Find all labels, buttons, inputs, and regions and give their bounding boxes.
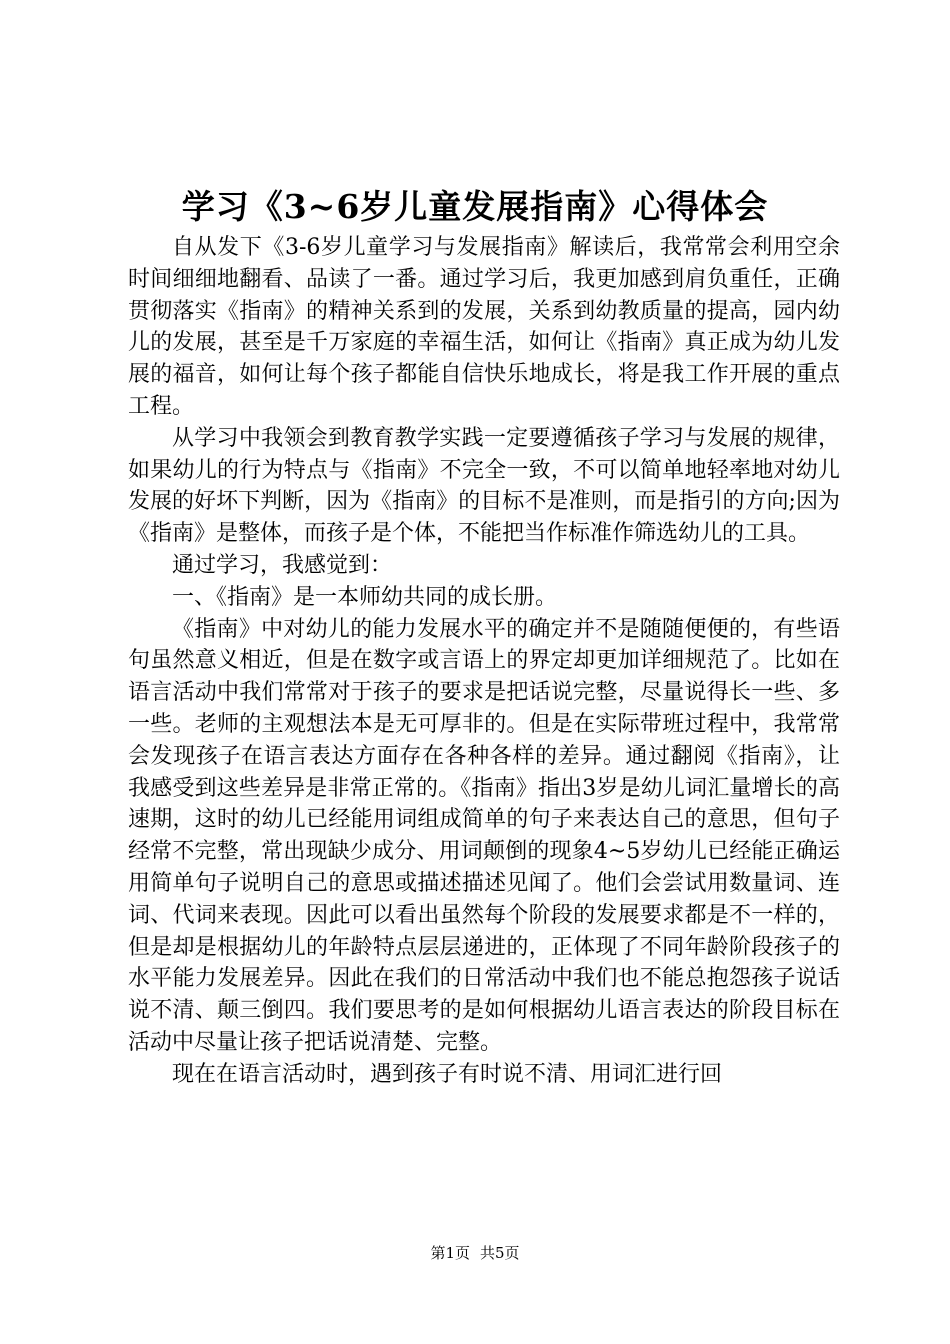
document-body (128, 232, 840, 1091)
section-heading-1: 一、《指南》是一本师幼共同的成长册。 (172, 584, 558, 610)
paragraph-feeling: 通过学习，我感觉到： (172, 552, 393, 578)
paragraph-intro: 自从发下《3-6岁儿童学习与发展指南》解读后，我常常会利用空余时间细细地翻看、品读了一番。通过学习后，我更加感到肩负重任，正确贯彻落实《指南》的精神关系到的发展，关系到幼教质量的提高，园内幼儿的发展，甚至是千万家庭的幸福生活，如何让《指南》真正成为幼儿发展的福音，如何让每个孩子都能自信快乐地成长，将是我工作开展的重点工程。 (128, 235, 840, 419)
page-number-current: 第1页 (430, 1244, 470, 1262)
paragraph-language-activity: 现在在语言活动时，遇到孩子有时说不清、用词汇进行回 (172, 1061, 723, 1087)
paragraph-learning-rules: 从学习中我领会到教育教学实践一定要遵循孩子学习与发展的规律，如果幼儿的行为特点与《指南》不完全一致，不可以简单地轻率地对幼儿发展的好坏下判断，因为《指南》的目标不是准则，而是指引的方向;因为《指南》是整体，而孩子是个体，不能把当作标准作筛选幼儿的工具。 (128, 425, 840, 547)
document-title: 学习《3~6岁儿童发展指南》心得体会 (181, 187, 769, 226)
page-number-total: 共5页 (480, 1244, 520, 1262)
page-footer (0, 1243, 950, 1263)
paragraph-language-development: 《指南》中对幼儿的能力发展水平的确定并不是随随便便的，有些语句虽然意义相近，但是在数字或言语上的界定却更加详细规范了。比如在语言活动中我们常常对于孩子的要求是把话说完整，尽量说得长一些、多一些。老师的主观想法本是无可厚非的。但是在实际带班过程中，我常常会发现孩子在语言表达方面存在各种各样的差异。通过翻阅《指南》，让我感受到这些差异是非常正常的。《指南》指出3岁是幼儿词汇量增长的高速期，这时的幼儿已经能用词组成简单的句子来表达自己的意思，但句子经常不完整，常出现缺少成分、用词颠倒的现象4~5岁幼儿已经能正确运用简单句子说明自己的意思或描述描述见闻了。他们会尝试用数量词、连词、代词来表现。因此可以看出虽然每个阶段的发展要求都是不一样的，但是却是根据幼儿的年龄特点层层递进的，正体现了不同年龄阶段孩子的水平能力发展差异。因此在我们的日常活动中我们也不能总抱怨孩子说话说不清、颠三倒四。我们要思考的是如何根据幼儿语言表达的阶段目标在活动中尽量让孩子把话说清楚、完整。 (128, 616, 840, 1055)
